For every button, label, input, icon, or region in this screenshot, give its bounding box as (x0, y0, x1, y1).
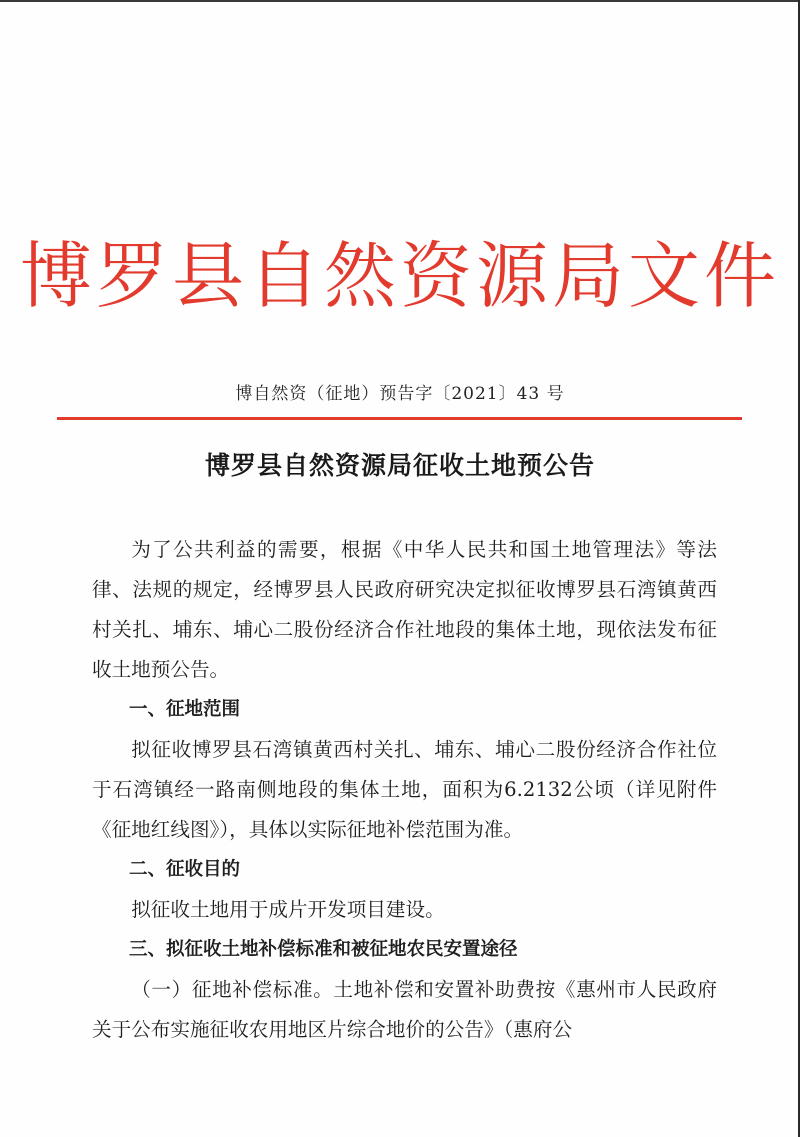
document-number: 博自然资（征地）预告字〔2021〕43 号 (235, 384, 565, 404)
section-paragraph-scope: 拟征收博罗县石湾镇黄西村关扎、埔东、埔心二股份经济合作社位于石湾镇经一路南侧地段的集体土地，面积为6.2132公顷（详见附件《征地红线图》），具体以实际征地补偿范围为准。 (92, 738, 717, 841)
scan-edge-top (0, 0, 800, 2)
red-divider-line (57, 417, 742, 420)
section-paragraph-compensation: （一）征地补偿标准。土地补偿和安置补助费按《惠州市人民政府关于公布实施征收农用地区片综合地价的公告》（惠府公 (92, 978, 717, 1041)
section-heading-purpose: 二、征收目的 (129, 859, 241, 880)
intro-paragraph: 为了公共利益的需要，根据《中华人民共和国土地管理法》等法律、法规的规定，经博罗县人民政府研究决定拟征收博罗县石湾镇黄西村关扎、埔东、埔心二股份经济合作社地段的集体土地，现依法发布征收土地预公告。 (92, 538, 717, 681)
section-heading-compensation: 三、拟征收土地补偿标准和被征地农民安置途径 (129, 939, 518, 960)
document-body (92, 530, 717, 1050)
document-title: 博罗县自然资源局征收土地预公告 (204, 451, 595, 480)
section-heading-scope: 一、征地范围 (129, 699, 241, 720)
section-paragraph-purpose: 拟征收土地用于成片开发项目建设。 (131, 898, 445, 921)
org-header-title: 博罗县自然资源局文件 (19, 234, 780, 318)
